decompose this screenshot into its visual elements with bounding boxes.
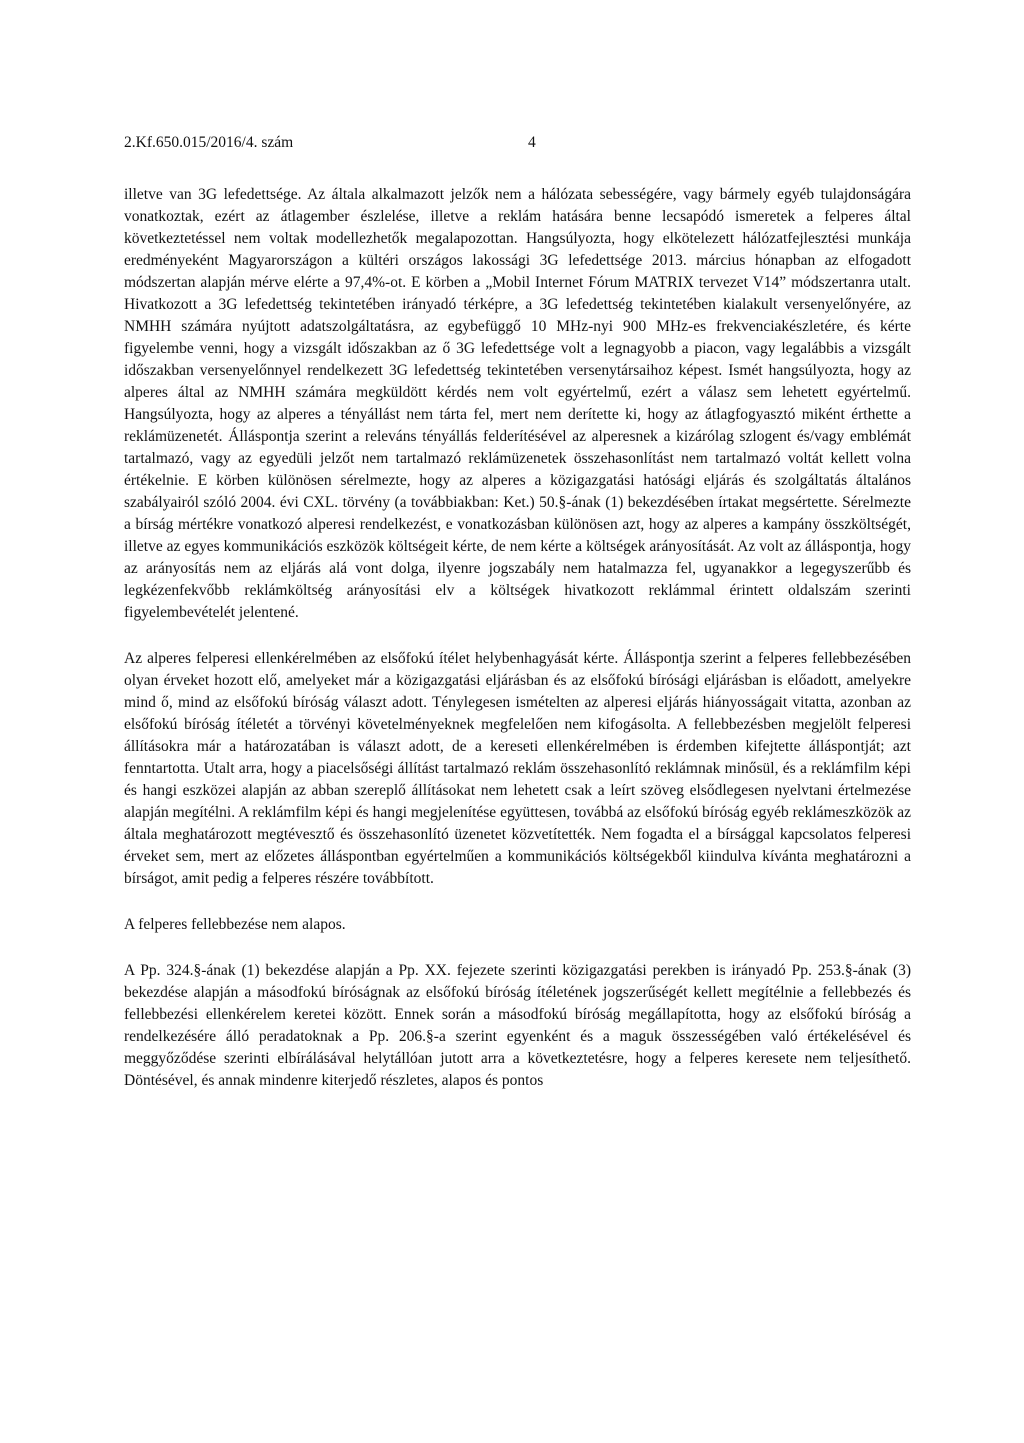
page-number: 4: [528, 134, 536, 151]
paragraph-appeal-verdict: A felperes fellebbezése nem alapos.: [124, 916, 346, 933]
document-body: [124, 184, 911, 1092]
case-number: 2.Kf.650.015/2016/4. szám: [124, 134, 294, 151]
paragraph-legal-reasoning: A Pp. 324.§-ának (1) bekezdése alapján a Pp. XX. fejezete szerinti közigazgatási perekben is irányadó Pp. 253.§-ának (3) bekezdése alapján a másodfokú bíróságnak az elsőfokú bíróság ítéletének jogszerűségét kellett megítélnie a fellebbezés és fellebbezési ellenkérelem keretei között. Ennek során a másodfokú bíróság megállapította, hogy az elsőfokú bíróság a rendelkezésére álló peradatoknak a Pp. 206.§-a szerint egyenként és a maguk összességében való értékelésével és meggyőződése szerinti elbírálásával helytállóan jutott arra a következtetésre, hogy a felperes keresete nem teljesíthető. Döntésével, és annak mindenre kiterjedő részletes, alapos és pontos: [124, 962, 911, 1089]
page-header: [124, 130, 911, 156]
document-page: [124, 130, 911, 1092]
paragraph-defendant-response: Az alperes felperesi ellenkérelmében az elsőfokú ítélet helybenhagyását kérte. Álláspontja szerint a felperes fellebbezésében olyan érveket hozott elő, amelyeket már a közigazgatási eljárásban és az elsőfokú bírósági eljárásban is előadott, amelyekre mind ő, mind az elsőfokú bíróság választ adott. Ténylegesen ismételten az alperesi eljárás hiányosságait vitatta, azonban az elsőfokú bíróság ítéletét a törvényi követelményeknek megfelelően nem kifogásolta. A fellebbezésben megjelölt felperesi állításokra már a határozatában is választ adott, de a kereseti ellenkérelmében is érdemben kifejtette álláspontját; azt fenntartotta. Utalt arra, hogy a piacelsőségi állítást tartalmazó reklám összehasonlító reklámnak minősül, és a reklámfilm képi és hangi eszközei alapján az abban szereplő állításokat nem lehetett csak a leírt szöveg elsődlegesen nyelvtani értelmezése alapján megítélni. A reklámfilm képi és hangi megjelenítése együttesen, továbbá az elsőfokú bíróság egyéb reklámeszközök az általa meghatározott megtévesztő és összehasonlító üzenetet közvetítették. Nem fogadta el a bírsággal kapcsolatos felperesi érveket sem, mert az előzetes álláspontban egyértelműen a kommunikációs költségekből kiindulva kívánta meghatározni a bírságot, amit pedig a felperes részére továbbított.: [124, 650, 911, 887]
paragraph-plaintiff-arguments: illetve van 3G lefedettsége. Az általa alkalmazott jelzők nem a hálózata sebességére, vagy bármely egyéb tulajdonságára vonatkoztak, ezért az átlagember észlelése, illetve a reklám hatására benne lecsapódó ismeretek a felperes által következtetéssel nem voltak modellezhetők megalapozottan. Hangsúlyozta, hogy elkötelezett hálózatfejlesztési munkája eredményeként Magyarországon a kültéri országos lakossági 3G lefedettsége 2013. március hónapban az elfogadott módszertan alapján mérve elérte a 97,4%-ot. E körben a „Mobil Internet Fórum MATRIX tervezet V14” módszertanra utalt. Hivatkozott a 3G lefedettség tekintetében irányadó térképre, a 3G lefedettség tekintetében kialakult versenyelőnyére, az NMHH számára nyújtott adatszolgáltatásra, az egybefüggő 10 MHz-nyi 900 MHz-es frekvenciakészletére, és kérte figyelembe venni, hogy a vizsgált időszakban az ő 3G lefedettsége volt a legnagyobb a piacon, vagy legalábbis a vizsgált időszakban versenyelőnnyel rendelkezett 3G lefedettség tekintetében versenytársaihoz képest. Ismét hangsúlyozta, hogy az alperes által az NMHH számára megküldött kérdés nem volt egyértelmű, ezért a válasz sem lehetett egyértelmű. Hangsúlyozta, hogy az alperes a tényállást nem tárta fel, mert nem derítette ki, hogy az átlagfogyasztó miként érthette a reklámüzenetét. Álláspontja szerint a releváns tényállás felderítésével az alperesnek a kizárólag szlogent és/vagy emblémát tartalmazó, vagy az egyedüli jelzőt nem tartalmazó reklámüzenetek összehasonlítást nem tartalmazó voltát kellett volna értékelnie. E körben különösen sérelmezte, hogy az alperes a közigazgatási hatósági eljárás és szolgáltatás általános szabályairól szóló 2004. évi CXL. törvény (a továbbiakban: Ket.) 50.§-ának (1) bekezdésében írtakat megsértette. Sérelmezte a bírság mértékre vonatkozó alperesi rendelkezést, e vonatkozásban különösen azt, hogy az alperes a kampány összköltségét, illetve az egyes kommunikációs eszközök költségeit kérte, de nem kérte a költségek arányosítását. Az volt az álláspontja, hogy az arányosítás nem az eljárás alá vont dolga, ilyenre jogszabály nem hatalmazza fel, ugyanakkor a legegyszerűbb és legkézenfekvőbb reklámköltség arányosítási elv a költségek hivatkozott reklámmal érintett oldalszám szerinti figyelembevételét jelentené.: [124, 186, 911, 621]
